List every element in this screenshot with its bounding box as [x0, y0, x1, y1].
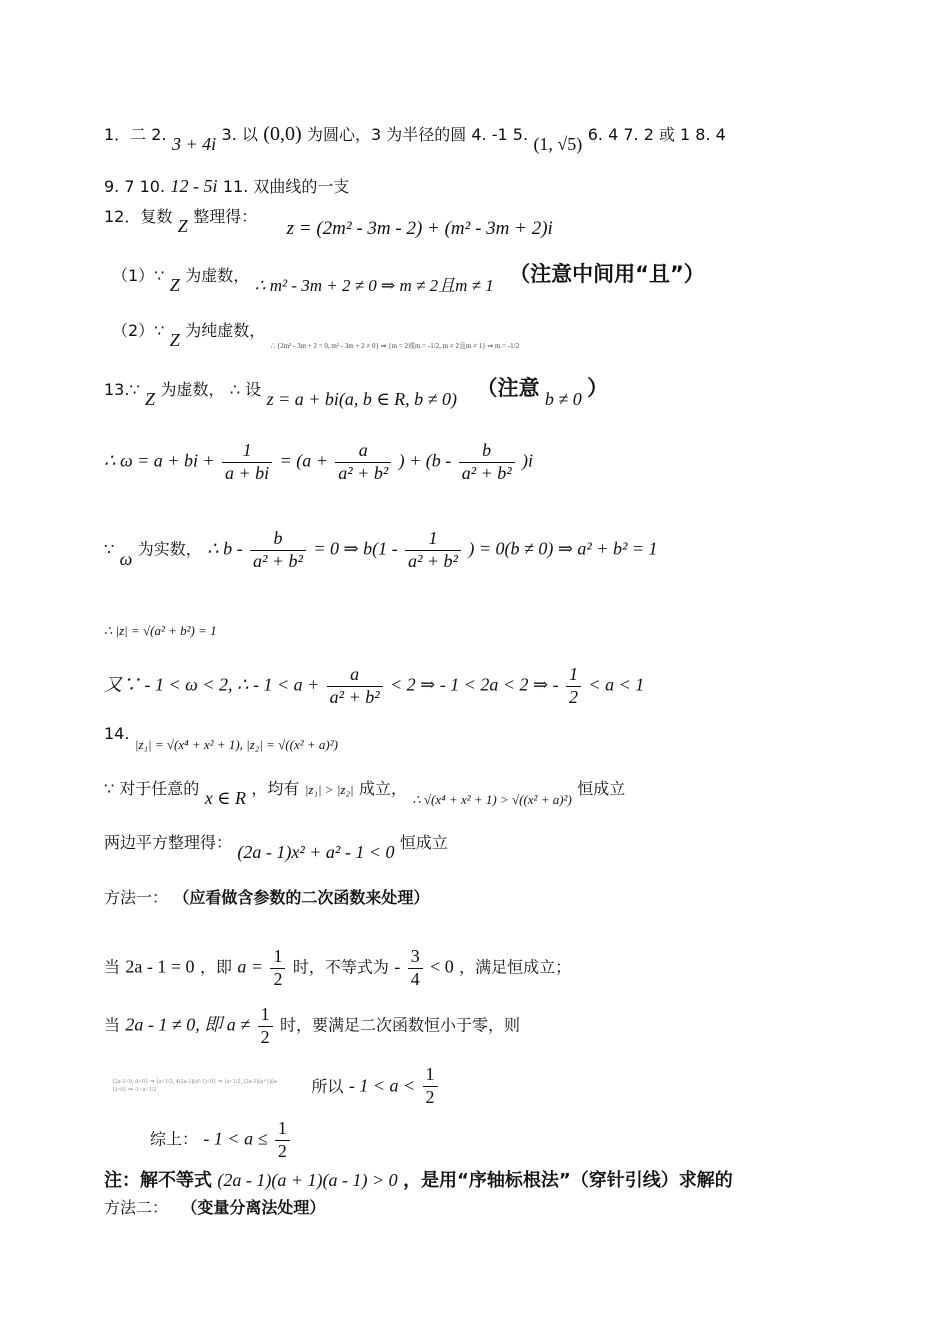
method-1-label: 方法一： — [104, 888, 169, 907]
case-1-when: 当 — [104, 957, 121, 977]
q12-label: 12．复数 — [104, 207, 173, 226]
omega-lhs: ∴ ω = a + bi + — [104, 450, 215, 471]
case-1-line — [104, 946, 571, 990]
because-symbol: ∵ — [104, 539, 115, 559]
fraction-denominator: 4 — [410, 968, 420, 989]
answer-10-expr: 12 - 5i — [170, 176, 218, 196]
case-1-ie: ，即 — [199, 957, 232, 977]
fraction-numerator: 1 — [405, 528, 461, 551]
var-z: Z — [145, 389, 156, 409]
fraction-numerator: 1 — [566, 664, 581, 687]
range-expr-post: < 2 ⇒ - 1 < 2a < 2 ⇒ - — [390, 674, 559, 695]
fraction-three-quarters — [408, 946, 423, 990]
answer-3-prefix: 3. 以 — [221, 125, 258, 144]
var-omega: ω — [119, 548, 133, 569]
q13-head — [104, 376, 609, 409]
so-expression: - 1 < a < — [348, 1075, 416, 1096]
fraction-numerator: b — [459, 440, 515, 463]
method-1-text: （应看做含参数的二次函数来处理） — [173, 888, 430, 907]
fraction-numerator: a — [335, 440, 391, 463]
method-2-label: 方法二： — [104, 1198, 169, 1217]
fraction-one-half — [275, 1118, 290, 1162]
fraction-denominator: a + bi — [225, 462, 270, 483]
q12-part2-text: 为纯虚数， — [185, 321, 266, 340]
omega-close: )i — [522, 450, 534, 471]
real-expr-1: ∴ b - — [207, 538, 243, 559]
var-z: Z — [169, 275, 180, 295]
q12-simplify-label: 整理得： — [193, 207, 258, 226]
answer-11: 11. 双曲线的一支 — [222, 177, 350, 196]
case-2-expr: 2a - 1 ≠ 0, 即 a ≠ — [125, 1014, 251, 1035]
q13-modulus-line — [104, 620, 217, 640]
q14-label: 14. — [104, 724, 130, 743]
note-line — [104, 1170, 733, 1192]
q14-square-line — [104, 832, 448, 862]
q14-for-all-text: ∵ 对于任意的 — [104, 779, 200, 798]
note-label: 注：解不等式 — [104, 1170, 212, 1191]
var-z: Z — [169, 330, 180, 350]
fraction-denominator: 2 — [569, 686, 579, 707]
square-both-sides-text: 两边平方整理得： — [104, 833, 233, 852]
fraction-denominator: a² + b² — [338, 462, 389, 483]
fraction-a-over-sum — [327, 664, 383, 708]
therefore-text: 所以 — [311, 1076, 344, 1096]
modulus-expression: ∴ |z| = √(a² + b²) = 1 — [104, 623, 217, 638]
fraction-numerator: 1 — [258, 1004, 273, 1027]
fraction-numerator: 3 — [408, 946, 423, 969]
fraction-denominator: 2 — [260, 1026, 270, 1047]
q13-label: 13.∵ — [104, 380, 140, 399]
q14-always-holds: 恒成立 — [577, 779, 626, 798]
q13-omega-line — [104, 440, 533, 484]
fraction-numerator: b — [250, 528, 306, 551]
case-2-system: {2a-1<0, Δ<0} ⇒ {a<1/2, 4(2a-1)(a²-1)<0} ⇒ {a<1/2, (2a-1)(a+1)(a-1)>0} ⇒ -1<a<1/2 — [112, 1078, 279, 1093]
origin-point: (0,0) — [263, 123, 302, 145]
q13-z-definition: z = a + bi(a, b ∈ R, b ≠ 0) — [266, 389, 458, 409]
note-text: ，是用“序轴标根法”（穿针引线）求解的 — [403, 1170, 733, 1191]
summary-line — [150, 1118, 292, 1162]
fraction-denominator: a² + b² — [461, 462, 512, 483]
q12-part1-text: 为虚数， — [185, 266, 250, 285]
fraction-denominator: 2 — [273, 968, 283, 989]
fraction-1-over-a-bi — [222, 440, 272, 484]
fraction-a-over-sum — [335, 440, 391, 484]
case-2-system-line — [112, 1064, 440, 1108]
var-z: Z — [177, 216, 188, 236]
range-expr-end: < a < 1 — [588, 674, 645, 695]
method-2-heading — [104, 1198, 325, 1218]
method-2-text: （变量分离法处理） — [181, 1198, 326, 1217]
fraction-numerator: 1 — [270, 946, 285, 969]
q12-part1 — [112, 262, 705, 295]
fraction-numerator: a — [327, 664, 383, 687]
range-expr-pre: 又∵ - 1 < ω < 2, ∴ - 1 < a + — [104, 674, 320, 695]
fraction-denominator: 2 — [425, 1086, 435, 1107]
q12-part1-label: （1）∵ — [112, 266, 165, 285]
real-number-text: 为实数， — [137, 539, 202, 559]
answer-1-2: 1．二 2. — [104, 125, 167, 144]
q14-sqrt-inequality: ∴ √(x⁴ + x² + 1) > √((x² + a)²) — [412, 792, 572, 807]
q13-range-line — [104, 664, 644, 708]
note-inequality: (2a - 1)(a + 1)(a - 1) > 0 — [217, 1170, 398, 1190]
case-1-expr: 2a - 1 = 0 — [125, 956, 195, 977]
case-1-satisfied: ，满足恒成立； — [459, 957, 572, 977]
fraction-one-half — [258, 1004, 273, 1048]
fraction-numerator: 1 — [423, 1064, 438, 1087]
q13-let-label: ∴ 设 — [229, 380, 262, 399]
q13-note-open: （注意 — [476, 376, 540, 400]
fraction-denominator: a² + b² — [329, 686, 380, 707]
summary-expression: - 1 < a ≤ — [203, 1128, 268, 1149]
q13-imag-text: 为虚数， — [160, 380, 225, 399]
fraction-denominator: a² + b² — [253, 550, 303, 571]
answers-6-8: 6. 4 7. 2 或 1 8. 4 — [587, 125, 726, 144]
always-holds-text: 恒成立 — [399, 833, 448, 852]
summary-label: 综上： — [150, 1129, 199, 1149]
answer-3-5: 为圆心，3 为半径的圆 4. -1 5. — [307, 125, 529, 144]
method-1-heading — [104, 888, 429, 908]
less-than-zero: < 0 — [430, 956, 454, 977]
q12-part1-note: （注意中间用“且”） — [509, 262, 705, 286]
q13-note-close: ） — [587, 376, 609, 400]
fraction-one-half — [423, 1064, 438, 1108]
q14-condition-line — [104, 778, 626, 808]
squared-inequality: (2a - 1)x² + a² - 1 < 0 — [237, 842, 395, 862]
x-in-r: x ∈ R — [204, 788, 246, 808]
fraction-one-half — [566, 664, 581, 708]
q12-part1-expression: ∴ m² - 3m + 2 ≠ 0 ⇒ m ≠ 2且m ≠ 1 — [254, 276, 494, 295]
fraction-numerator: 1 — [275, 1118, 290, 1141]
q14-all-have: ，均有 — [251, 779, 300, 798]
fraction-1-over-sum — [405, 528, 461, 572]
q13-real-line — [104, 528, 658, 572]
q14-moduli-expression: |z₁| = √(x⁴ + x² + 1), |z₂| = √((x² + a)²) — [134, 737, 338, 752]
case-2-line — [104, 1004, 520, 1048]
omega-real-part-open: = (a + — [279, 450, 328, 471]
fraction-numerator: 1 — [222, 440, 272, 463]
q13-note-expr: b ≠ 0 — [544, 389, 582, 409]
case-2-when: 当 — [104, 1015, 121, 1035]
case-1-a-equals: a = — [237, 956, 264, 977]
real-expr-3: ) = 0(b ≠ 0) ⇒ a² + b² = 1 — [468, 538, 658, 559]
omega-imag-part-open: ) + (b - — [398, 450, 452, 471]
answers-line-2 — [104, 176, 349, 198]
answer-5-expr: (1, √5) — [533, 134, 583, 154]
q14-head — [104, 724, 338, 752]
fraction-one-half — [270, 946, 285, 990]
q12-part2-label: （2）∵ — [112, 321, 165, 340]
q12-head — [104, 206, 553, 239]
answers-line-1 — [104, 122, 726, 154]
q14-inequality: |z₁| > |z₂| — [304, 782, 354, 797]
real-expr-2: = 0 ⇒ b(1 - — [313, 538, 398, 559]
minus-sign: - — [394, 956, 401, 977]
fraction-denominator: 2 — [277, 1140, 287, 1161]
answer-2-expr: 3 + 4i — [171, 134, 217, 154]
q12-z-expression: z = (2m² - 3m - 2) + (m² - 3m + 2)i — [286, 218, 553, 239]
fraction-b-over-sum — [459, 440, 515, 484]
case-2-text: 时，要满足二次函数恒小于零，则 — [280, 1015, 521, 1035]
q12-part2-expression: ∴ {2m² - 3m + 2 = 0, m² - 3m + 2 ≠ 0} ⇒ {m = 2或m = -1/2, m ≠ 2且m ≠ 1} ⇒ m = -1/2 — [270, 342, 520, 350]
fraction-denominator: a² + b² — [407, 550, 458, 571]
q14-holds-text: 成立， — [358, 779, 407, 798]
answers-9-10: 9. 7 10. — [104, 177, 166, 196]
case-1-inequality-text: 时，不等式为 — [292, 957, 389, 977]
fraction-b-over-sum — [250, 528, 306, 572]
